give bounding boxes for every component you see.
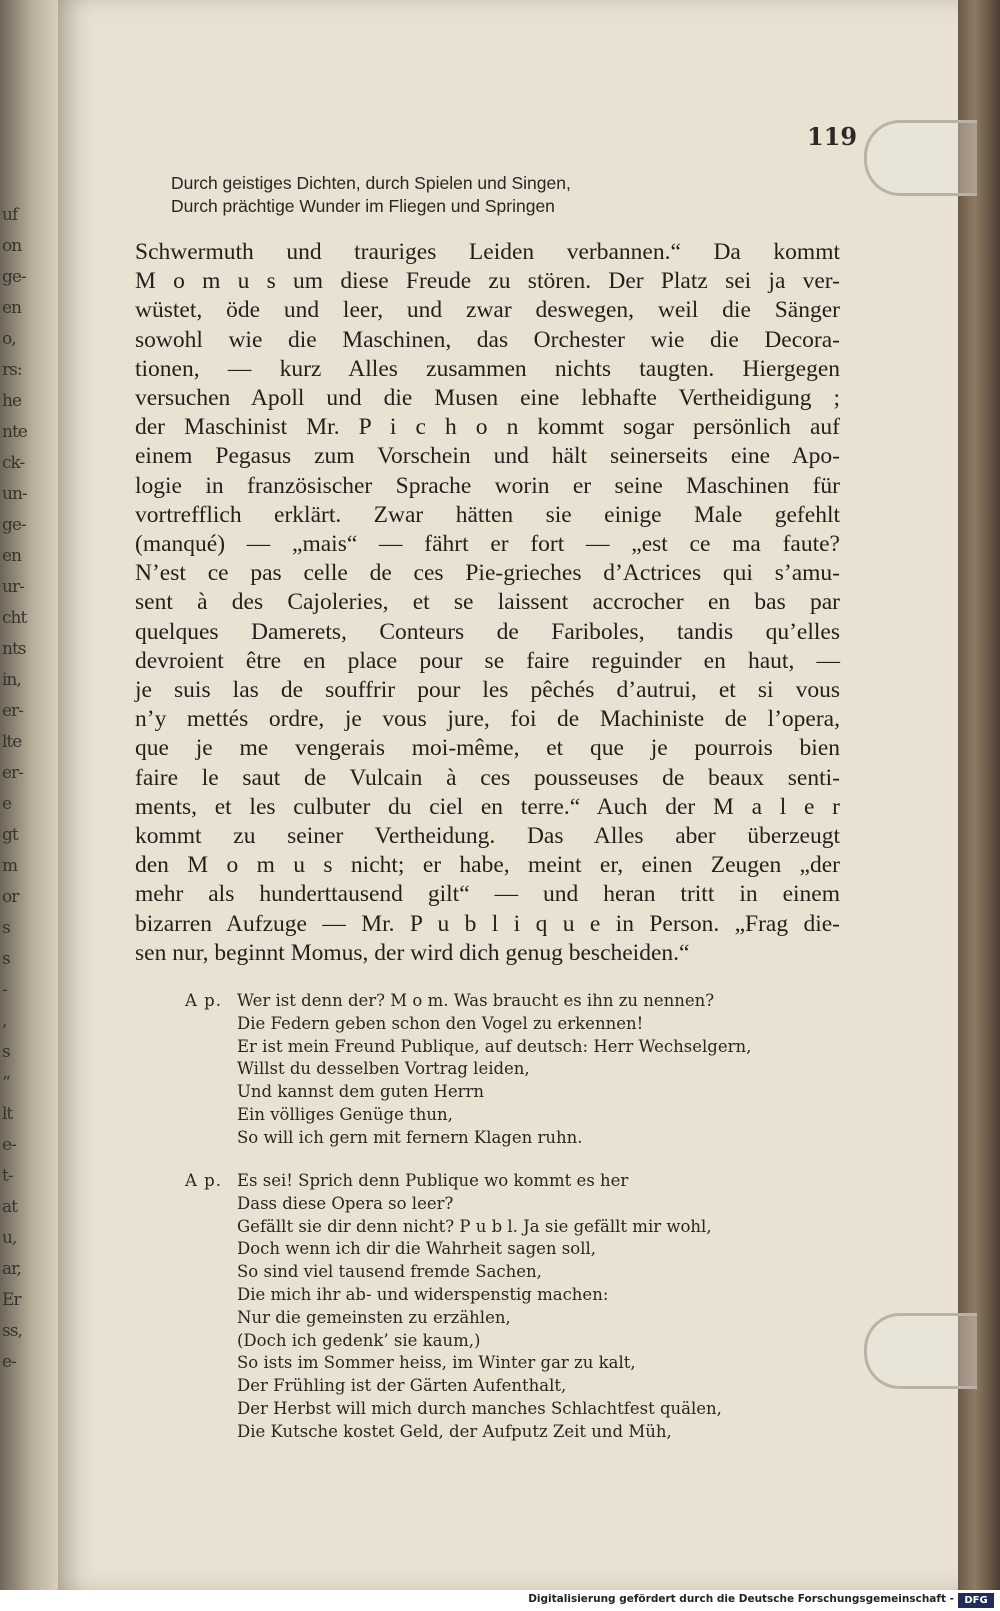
dialogue-line bbox=[185, 1127, 845, 1150]
prose-line: sen nur, beginnt Momus, der wird dich genug bescheiden.“ bbox=[135, 939, 690, 966]
facing-page-fragment: er- bbox=[2, 763, 23, 783]
speaker-label bbox=[185, 1036, 237, 1059]
prose-line: n’y mettés ordre, je vous jure, foi de Machiniste de l’opera, bbox=[135, 706, 840, 733]
prose-line: ments, et les culbuter du ciel en terre.“ Auch der M a l e r bbox=[135, 793, 840, 820]
facing-page-fragment: nts bbox=[2, 639, 26, 659]
prose-line: N’est ce pas celle de ces Pie-grieches d’Actrices qui s’amu- bbox=[135, 560, 840, 587]
dialogue-line bbox=[185, 1081, 845, 1104]
page-number: 119 bbox=[807, 122, 858, 151]
speaker-label bbox=[185, 1238, 237, 1261]
facing-page-fragment: en bbox=[2, 298, 22, 318]
dialogue-line bbox=[185, 1330, 845, 1353]
prose-line: M o m u s um diese Freude zu stören. Der Platz sei ja ver- bbox=[135, 268, 840, 295]
speaker-label bbox=[185, 1284, 237, 1307]
dialogue-text: Doch wenn ich dir die Wahrheit sagen soll, bbox=[237, 1239, 596, 1259]
facing-page-fragment: Er bbox=[2, 1290, 21, 1310]
facing-page-fragment: lt bbox=[2, 1104, 13, 1124]
speaker-label bbox=[185, 1193, 237, 1216]
facing-page-fragment: e- bbox=[2, 1352, 16, 1372]
dialogue-text: Nur die gemeinsten zu erzählen, bbox=[237, 1307, 511, 1327]
dialogue-text: Der Herbst will mich durch manches Schlachtfest quälen, bbox=[237, 1398, 722, 1418]
dialogue-text: Dass diese Opera so leer? bbox=[237, 1193, 454, 1213]
facing-page-fragment: s bbox=[2, 1042, 10, 1062]
speaker-label bbox=[185, 1261, 237, 1284]
dialogue-line bbox=[185, 1013, 845, 1036]
facing-page-fragment: m bbox=[2, 856, 18, 876]
dialogue-line bbox=[185, 1238, 845, 1261]
dialogue-text: Die Kutsche kostet Geld, der Aufputz Zeit und Müh, bbox=[237, 1421, 672, 1441]
prose-line: einem Pegasus zum Vorschein und hält seinerseits eine Apo- bbox=[135, 443, 840, 470]
facing-page-fragment: ge- bbox=[2, 515, 26, 535]
dialogue-text: Der Frühling ist der Gärten Aufenthalt, bbox=[237, 1376, 567, 1396]
intro-verse bbox=[171, 172, 571, 218]
facing-page-fragment: en bbox=[2, 546, 22, 566]
prose-line: bizarren Aufzuge — Mr. P u b l i q u e in Person. „Frag die- bbox=[135, 910, 840, 937]
prose-line: logie in französischer Sprache worin er seine Maschinen für bbox=[135, 472, 840, 499]
dialogue-text: Es sei! Sprich denn Publique wo kommt es her bbox=[237, 1171, 629, 1190]
facing-page-fragment: at bbox=[2, 1197, 17, 1217]
facing-page-fragment: un- bbox=[2, 484, 27, 504]
speaker-label bbox=[185, 1307, 237, 1330]
footer-credit: Digitalisierung gefördert durch die Deutsche Forschungsgemeinschaft - bbox=[528, 1593, 954, 1605]
speaker-label bbox=[185, 1104, 237, 1127]
prose-line: den M o m u s nicht; er habe, meint er, einen Zeugen „der bbox=[135, 852, 840, 879]
page-clip-top bbox=[864, 120, 977, 196]
prose-line: que je me vengerais moi-même, et que je pourrois bien bbox=[135, 735, 840, 762]
facing-page-fragment: ar, bbox=[2, 1259, 21, 1279]
facing-page-fragment: er- bbox=[2, 701, 23, 721]
facing-page-fragment: e- bbox=[2, 1135, 16, 1155]
facing-page-fragment: nte bbox=[2, 422, 27, 442]
prose-line: tionen, — kurz Alles zusammen nichts taugten. Hiergegen bbox=[135, 355, 840, 382]
speaker-label bbox=[185, 1330, 237, 1353]
dialogue-text: Ein völliges Genüge thun, bbox=[237, 1104, 453, 1124]
page-clip-bottom bbox=[864, 1313, 977, 1389]
dialogue-text: So sind viel tausend fremde Sachen, bbox=[237, 1262, 542, 1282]
prose-line: vortrefflich erklärt. Zwar hätten sie einige Male gefehlt bbox=[135, 501, 840, 528]
speaker-label bbox=[185, 1081, 237, 1104]
dialogue-block-2 bbox=[185, 1170, 845, 1444]
facing-page-edge bbox=[0, 0, 58, 1590]
body-prose bbox=[135, 238, 840, 968]
facing-page-fragment: “ bbox=[2, 1073, 10, 1093]
dialogue-line bbox=[185, 1216, 845, 1239]
dialogue-line bbox=[185, 1193, 845, 1216]
intro-verse-line: Durch geistiges Dichten, durch Spielen und Singen, bbox=[171, 173, 571, 193]
facing-page-fragment: u, bbox=[2, 1228, 17, 1248]
facing-page-fragment: e bbox=[2, 794, 12, 814]
facing-page-fragment: , bbox=[2, 1011, 7, 1031]
dialogue-text: Er ist mein Freund Publique, auf deutsch: Herr Wechselgern, bbox=[237, 1036, 752, 1056]
facing-page-fragment: o, bbox=[2, 329, 16, 349]
dialogue-line bbox=[185, 1104, 845, 1127]
facing-page-fragment: uf bbox=[2, 205, 18, 225]
facing-page-fragment: cht bbox=[2, 608, 27, 628]
dialogue-text: Gefällt sie dir denn nicht? P u b l. Ja sie gefällt mir wohl, bbox=[237, 1216, 712, 1236]
prose-line: versuchen Apoll und die Musen eine lebhafte Vertheidigung ; bbox=[135, 385, 840, 412]
dialogue-text: Die Federn geben schon den Vogel zu erkennen! bbox=[237, 1013, 644, 1033]
prose-line: je suis las de souffrir pour les pêchés d’autrui, et si vous bbox=[135, 677, 840, 704]
dialogue-line bbox=[185, 1307, 845, 1330]
dialogue-text: Die mich ihr ab- und widerspenstig machen: bbox=[237, 1284, 609, 1304]
prose-line: quelques Damerets, Conteurs de Fariboles, tandis qu’elles bbox=[135, 618, 840, 645]
speaker-label: A p. bbox=[185, 1171, 222, 1190]
dialogue-line bbox=[185, 1261, 845, 1284]
prose-line: (manqué) — „mais“ — fährt er fort — „est ce ma faute? bbox=[135, 531, 840, 558]
prose-line: kommt zu seiner Vertheidung. Das Alles aber überzeugt bbox=[135, 823, 840, 850]
facing-page-fragment: ge- bbox=[2, 267, 26, 287]
footer-bar bbox=[0, 1590, 1000, 1611]
intro-verse-line: Durch prächtige Wunder im Fliegen und Springen bbox=[171, 196, 555, 216]
facing-page-fragment: rs: bbox=[2, 360, 22, 380]
dialogue-text: (Doch ich gedenk’ sie kaum,) bbox=[237, 1330, 481, 1350]
prose-line: devroient être en place pour se faire reguinder en haut, — bbox=[135, 647, 840, 674]
dialogue-line bbox=[185, 990, 845, 1013]
dialogue-line bbox=[185, 1421, 845, 1444]
dialogue-line bbox=[185, 1352, 845, 1375]
facing-page-fragment: gt bbox=[2, 825, 18, 845]
facing-page-fragment: s bbox=[2, 949, 10, 969]
speaker-label bbox=[185, 1375, 237, 1398]
speaker-label bbox=[185, 1421, 237, 1444]
facing-page-fragment: in, bbox=[2, 670, 21, 690]
prose-line: der Maschinist Mr. P i c h o n kommt sogar persönlich auf bbox=[135, 414, 840, 441]
dialogue-block-1 bbox=[185, 990, 845, 1150]
speaker-label bbox=[185, 1058, 237, 1081]
speaker-label bbox=[185, 1352, 237, 1375]
prose-line: mehr als hunderttausend gilt“ — und heran tritt in einem bbox=[135, 881, 840, 908]
facing-page-fragment: s bbox=[2, 918, 10, 938]
facing-page-fragment: - bbox=[2, 980, 7, 1000]
speaker-label bbox=[185, 1398, 237, 1421]
facing-page-fragment: ss, bbox=[2, 1321, 22, 1341]
dialogue-line bbox=[185, 1375, 845, 1398]
facing-page-fragment: or bbox=[2, 887, 19, 907]
facing-page-fragment: t- bbox=[2, 1166, 13, 1186]
speaker-label: A p. bbox=[185, 991, 222, 1010]
dialogue-line bbox=[185, 1036, 845, 1059]
facing-page-fragment: ur- bbox=[2, 577, 24, 597]
dialogue-line bbox=[185, 1284, 845, 1307]
facing-page-fragment: ck- bbox=[2, 453, 25, 473]
facing-page-fragment: lte bbox=[2, 732, 22, 752]
speaker-label bbox=[185, 1216, 237, 1239]
prose-line: sowohl wie die Maschinen, das Orchester wie die Decora- bbox=[135, 326, 840, 353]
speaker-label bbox=[185, 1013, 237, 1036]
facing-page-fragment: on bbox=[2, 236, 22, 256]
dialogue-text: So will ich gern mit fernern Klagen ruhn. bbox=[237, 1127, 583, 1147]
dialogue-text: Willst du desselben Vortrag leiden, bbox=[237, 1059, 530, 1079]
dialogue-text: Und kannst dem guten Herrn bbox=[237, 1082, 485, 1102]
dialogue-text: So ists im Sommer heiss, im Winter gar zu kalt, bbox=[237, 1353, 636, 1373]
prose-line: faire le saut de Vulcain à ces pousseuses de beaux senti- bbox=[135, 764, 840, 791]
dfg-logo: DFG bbox=[958, 1593, 994, 1608]
dialogue-line bbox=[185, 1058, 845, 1081]
prose-line: Schwermuth und trauriges Leiden verbannen.“ Da kommt bbox=[135, 239, 840, 265]
facing-page-fragment: he bbox=[2, 391, 22, 411]
dialogue-line bbox=[185, 1170, 845, 1193]
prose-line: sent à des Cajoleries, et se laissent accrocher en bas par bbox=[135, 589, 840, 616]
prose-line: wüstet, öde und leer, und zwar deswegen, weil die Sänger bbox=[135, 297, 840, 324]
dialogue-line bbox=[185, 1398, 845, 1421]
dialogue-text: Wer ist denn der? M o m. Was braucht es ihn zu nennen? bbox=[237, 991, 715, 1010]
speaker-label bbox=[185, 1127, 237, 1150]
